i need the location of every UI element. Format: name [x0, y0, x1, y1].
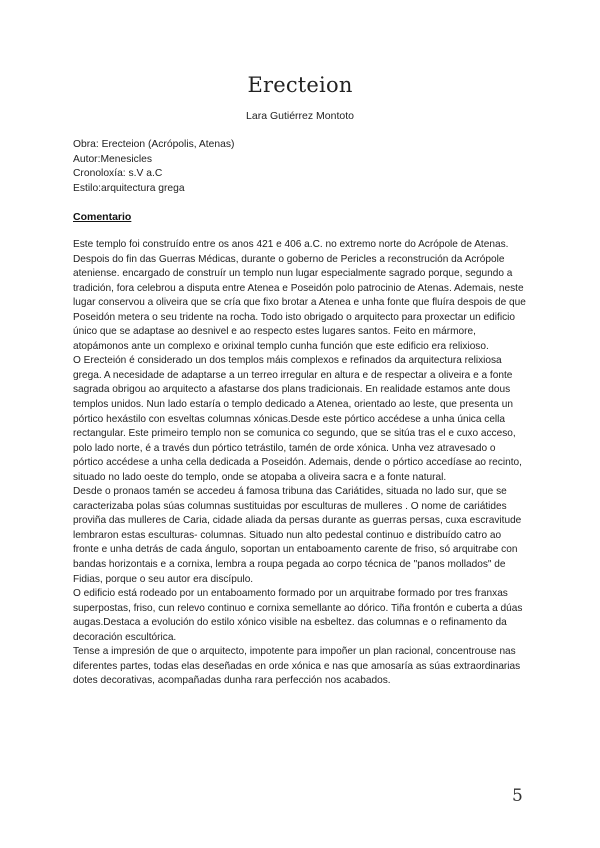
- author-name: Lara Gutiérrez Montoto: [246, 110, 354, 122]
- meta-estilo: Estilo:arquitectura grega: [73, 182, 185, 194]
- paragraph: O Erecteión é considerado un dos templos máis complexos e refinados da arquitectura relixiosa grega. A necesidade de adaptarse a un terreo irregular en altura e de respectar a oliveira e a fonte sagrada obrigou ao arquitecto a afastarse dos plans tradicionais. En realidade estamos ante dous templos unidos. Nun lado estaría o templo dedicado a Atenea, orientado ao leste, que presenta un pórtico hexástilo con esveltas columnas xónicas.Desde este pórtico accédese a unha única cella rectangular. Este primeiro templo non se comunica co segundo, que se sitúa tras el e cuxo acceso, polo lado norte, é a través dun pórtico tetrástilo, tamén de orde xónica. Unha vez atravesado o pórtico accédese a unha cella dedicada a Poseidón. Ademais, dende o pórtico accedíase ao recinto, situado no lado oeste do templo, onde se atopaba a oliveira sacra e a fonte natural.: [73, 355, 522, 483]
- meta-cronoloxia: Cronoloxía: s.V a.C: [73, 168, 163, 180]
- meta-obra: Obra: Erecteion (Acrópolis, Atenas): [73, 139, 235, 150]
- paragraph: Desde o pronaos tamén se accedeu á famosa tribuna das Cariátides, situada no lado sur, que se caracterizaba polas súas columnas sustituidas por esculturas de mulleres . O nome de cariátides proviña das mulleres de Caria, cidade aliada da persas durante as guerras persas, cuxa escravitude lembraron estas esculturas- columnas. Situado nun alto pedestal continuo e distribuído catro ao fronte e unha detrás de cada ángulo, soportan un entaboamento carente de friso, só arquitrabe con bandas horizontais e a cornixa, lembra a roupa pegada ao corpo técnica de "panos mollados" de Fidias, porque o seu autor era discípulo.: [73, 486, 522, 585]
- paragraph: O edificio está rodeado por un entaboamento formado por un arquitrabe formado por tres franxas superpostas, friso, cun relevo continuo e cornixa semellante ao dórico. Tiña frontón e cuberta a dúas augas.Destaca a evolución do estilo xónico visible na esbeltez. das columnas e o refinamento da decoración escultórica.: [73, 588, 523, 643]
- meta-autor: Autor:Menesicles: [73, 153, 152, 165]
- page-number: 5: [512, 786, 523, 806]
- artwork-metadata: [73, 138, 533, 196]
- paragraph: Este templo foi construído entre os anos 421 e 406 a.C. no extremo norte do Acrópole de Atenas. Despois do fin das Guerras Médicas, durante o goberno de Pericles a reconstrución da Acrópole ateniense. encargado de construír un templo nun lugar especialmente sagrado porque, segundo a tradición, fora celebrou a disputa entre Atenea e Poseidón polo patrocinio de Atenas. Ademais, neste lugar conservou a oliveira que se cría que fixo brotar a Atenea e unha fonte que fluíra despois de que Poseidón metera o seu tridente na rocha. Todo isto obrigado o arquitecto para proxectar un edificio único que se adaptase ao desnivel e ao respecto estes lugares santos. Feito en mármore, atopámonos ante un complexo e orixinal templo cunha función que este edificio era relixioso.: [73, 239, 526, 352]
- commentary-body: [73, 238, 528, 689]
- document-title: Erecteion: [247, 73, 353, 97]
- section-heading: Comentario: [73, 211, 132, 223]
- paragraph: Tense a impresión de que o arquitecto, impotente para impoñer un plan racional, concentrouse nas diferentes partes, todas elas deseñadas en orde xónica e nas que amosaría as súas extraordinarias dotes decorativas, acompañadas dunha rara perfección nos acabados.: [73, 646, 521, 687]
